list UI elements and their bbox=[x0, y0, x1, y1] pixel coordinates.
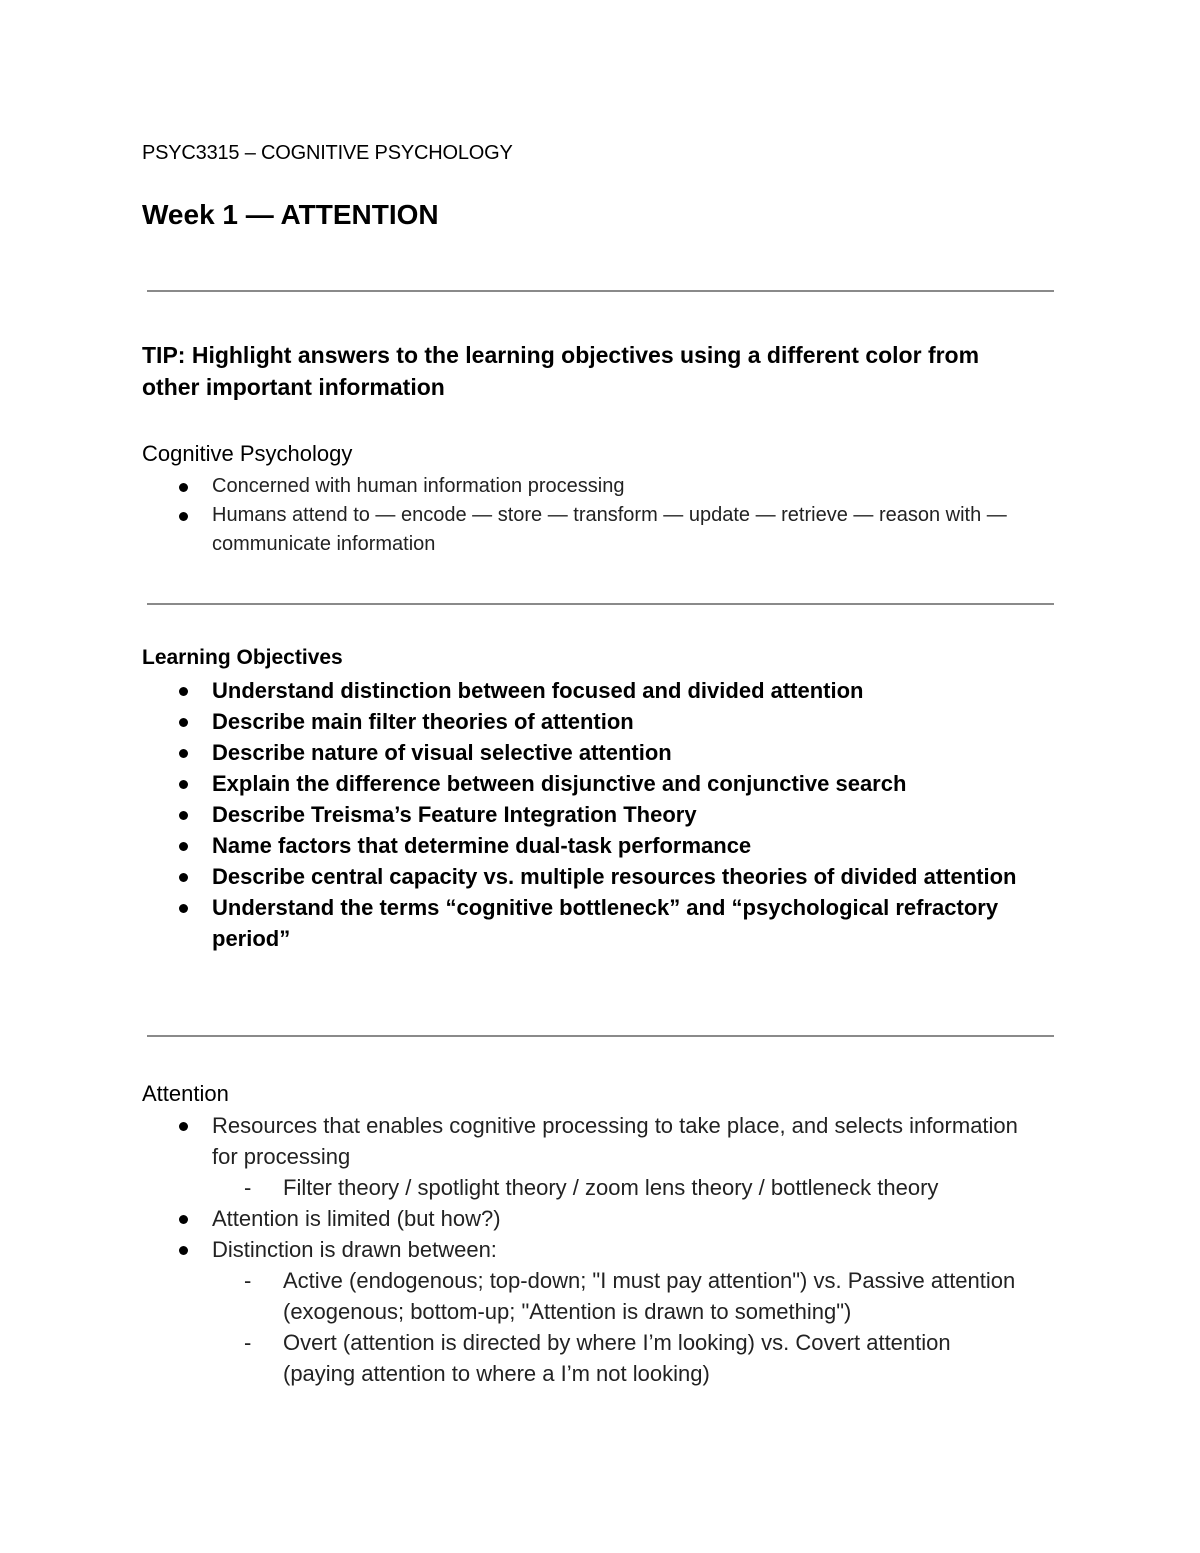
list-item-text: Concerned with human information processing bbox=[212, 475, 625, 497]
course-title: PSYC3315 – COGNITIVE PSYCHOLOGY bbox=[142, 142, 513, 164]
attention-list bbox=[142, 1110, 1022, 1389]
bullet-icon bbox=[179, 842, 188, 851]
list-item-text: Explain the difference between disjunctive and conjunctive search bbox=[212, 771, 907, 796]
section-heading-learning-objectives: Learning Objectives bbox=[142, 646, 343, 669]
list-item bbox=[142, 1234, 1022, 1389]
list-item bbox=[142, 706, 1062, 737]
bullet-icon bbox=[179, 687, 188, 696]
list-item bbox=[142, 768, 1062, 799]
bullet-icon bbox=[179, 483, 188, 492]
cognitive-psychology-list bbox=[142, 472, 1052, 559]
list-item bbox=[142, 861, 1062, 892]
list-item-text: Describe main filter theories of attention bbox=[212, 709, 634, 734]
section-heading-cognitive-psychology: Cognitive Psychology bbox=[142, 441, 353, 466]
dash-bullet: - bbox=[244, 1330, 252, 1355]
list-item bbox=[142, 1203, 1022, 1234]
sub-list-item-text: Filter theory / spotlight theory / zoom lens theory / bottleneck theory bbox=[283, 1175, 939, 1200]
sub-list-item bbox=[212, 1265, 1022, 1327]
sub-list-item bbox=[212, 1172, 1022, 1203]
list-item-text: Attention is limited (but how?) bbox=[212, 1206, 501, 1231]
list-item-text: Name factors that determine dual-task performance bbox=[212, 833, 752, 858]
section-heading-attention: Attention bbox=[142, 1081, 229, 1106]
sub-list-item-text: Active (endogenous; top-down; "I must pay attention") vs. Passive attention (exogenous; bottom-up; "Attention is drawn to something") bbox=[283, 1268, 1016, 1324]
list-item bbox=[142, 1110, 1022, 1203]
list-item bbox=[142, 799, 1062, 830]
bullet-icon bbox=[179, 904, 188, 913]
bullet-icon bbox=[179, 718, 188, 727]
list-item bbox=[142, 892, 1062, 954]
dash-bullet: - bbox=[244, 1268, 252, 1293]
bullet-icon bbox=[179, 780, 188, 789]
bullet-icon bbox=[179, 1215, 188, 1224]
learning-objectives-list bbox=[142, 675, 1062, 954]
list-item-text: Describe central capacity vs. multiple resources theories of divided attention bbox=[212, 864, 1017, 889]
list-item-text: Understand the terms “cognitive bottleneck” and “psychological refractory period” bbox=[212, 895, 999, 951]
list-item bbox=[142, 472, 1052, 501]
bullet-icon bbox=[179, 1122, 188, 1131]
tip-text: TIP: Highlight answers to the learning objectives using a different color from other important information bbox=[142, 342, 980, 400]
sub-list bbox=[212, 1265, 1022, 1389]
sub-list-item bbox=[212, 1327, 1022, 1389]
horizontal-divider bbox=[147, 290, 1054, 292]
list-item-text: Humans attend to — encode — store — transform — update — retrieve — reason with — communicate information bbox=[212, 504, 1007, 555]
bullet-icon bbox=[179, 749, 188, 758]
dash-bullet: - bbox=[244, 1175, 252, 1200]
list-item bbox=[142, 830, 1062, 861]
list-item-text: Describe nature of visual selective attention bbox=[212, 740, 672, 765]
list-item bbox=[142, 501, 1052, 559]
list-item-text: Describe Treisma’s Feature Integration Theory bbox=[212, 802, 697, 827]
list-item-text: Understand distinction between focused and divided attention bbox=[212, 678, 864, 703]
sub-list bbox=[212, 1172, 1022, 1203]
sub-list-item-text: Overt (attention is directed by where I’m looking) vs. Covert attention (paying attention to where a I’m not looking) bbox=[283, 1330, 951, 1386]
list-item-text: Distinction is drawn between: bbox=[212, 1237, 497, 1262]
horizontal-divider bbox=[147, 603, 1054, 605]
week-title: Week 1 — ATTENTION bbox=[142, 199, 439, 230]
horizontal-divider bbox=[147, 1035, 1054, 1037]
list-item bbox=[142, 675, 1062, 706]
bullet-icon bbox=[179, 811, 188, 820]
bullet-icon bbox=[179, 873, 188, 882]
bullet-icon bbox=[179, 1246, 188, 1255]
list-item-text: Resources that enables cognitive processing to take place, and selects information for processing bbox=[212, 1113, 1018, 1169]
list-item bbox=[142, 737, 1062, 768]
bullet-icon bbox=[179, 512, 188, 521]
